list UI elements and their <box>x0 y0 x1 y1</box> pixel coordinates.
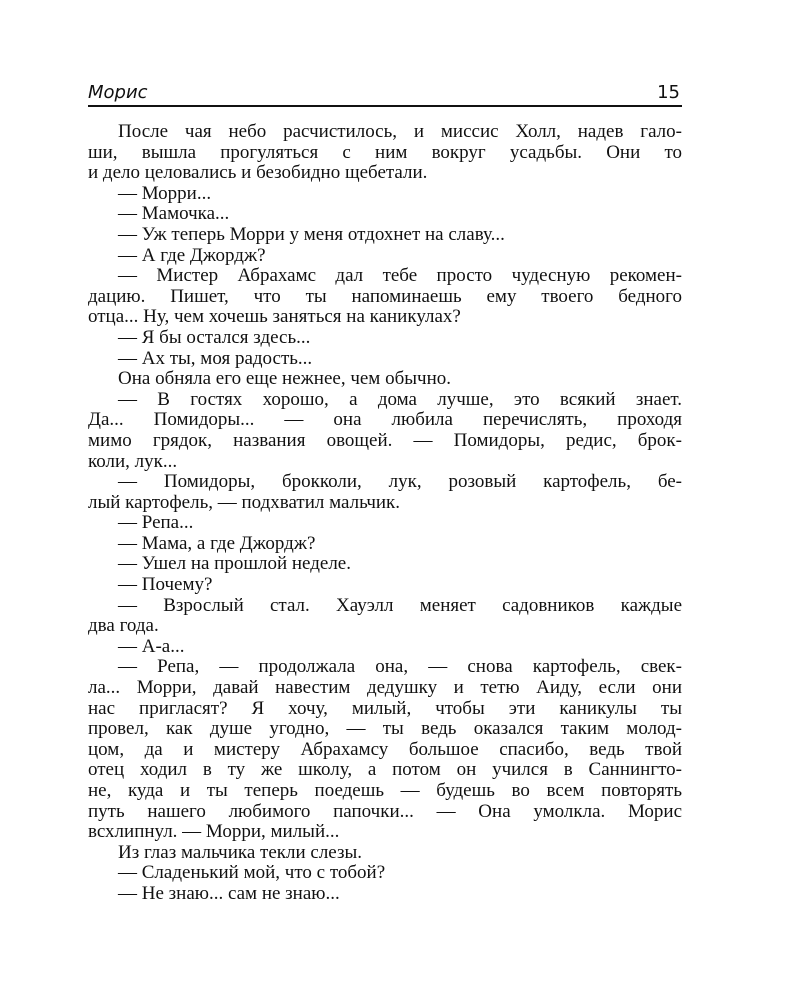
running-title: Морис <box>88 82 148 103</box>
text-line: — Ушел на прошлой неделе. <box>118 553 351 575</box>
text-line: Да... Помидоры... — она любила перечислять, проходя <box>88 409 682 431</box>
text-line: — Уж теперь Морри у меня отдохнет на славу... <box>118 223 505 245</box>
page-number: 15 <box>657 82 680 103</box>
text-line: — Мама, а где Джордж? <box>118 532 316 554</box>
text-line: — А где Джордж? <box>118 244 266 266</box>
text-line: После чая небо расчистилось, и миссис Холл, надев гало- <box>118 121 682 142</box>
page-header <box>88 82 682 106</box>
text-line: не, куда и ты теперь поедешь — будешь во всем повторять <box>88 780 682 801</box>
header-rule <box>88 105 682 107</box>
text-line: — Мистер Абрахамс дал тебе просто чудесную рекомен- <box>118 265 682 287</box>
text-line: всхлипнул. — Морри, милый... <box>88 821 340 843</box>
text-line: отец ходил в ту же школу, а потом он учился в Саннингто- <box>88 759 682 781</box>
text-line: коли, лук... <box>88 450 178 472</box>
text-line: — Взрослый стал. Хауэлл меняет садовников каждые <box>118 594 682 616</box>
text-line: и дело целовались и безобидно щебетали. <box>88 162 428 184</box>
text-line: дацию. Пишет, что ты напоминаешь ему твоего бедного <box>88 285 682 307</box>
text-line: ла... Морри, давай навестим дедушку и тетю Аиду, если они <box>88 677 682 699</box>
body-text <box>88 122 682 905</box>
text-line: — В гостях хорошо, а дома лучше, это всякий знает. <box>118 388 682 410</box>
text-line: — Помидоры, брокколи, лук, розовый картофель, бе- <box>118 471 682 493</box>
text-line: — Ах ты, моя радость... <box>118 347 313 369</box>
text-line: два года. <box>88 615 159 637</box>
text-line: ши, вышла прогуляться с ним вокруг усадьбы. Они то <box>88 141 682 163</box>
text-line: отца... Ну, чем хочешь заняться на каникулах? <box>88 306 461 328</box>
text-line: — Мамочка... <box>118 203 230 225</box>
text-line: Из глаз мальчика текли слезы. <box>118 841 362 863</box>
text-line: — Сладенький мой, что с тобой? <box>118 862 386 884</box>
text-line: — Репа... <box>118 512 194 534</box>
text-line: — Морри... <box>118 182 212 204</box>
text-line: — А-а... <box>118 635 185 657</box>
text-line: — Почему? <box>118 574 213 596</box>
text-line: — Репа, — продолжала она, — снова картофель, свек- <box>118 656 682 678</box>
text-line: лый картофель, — подхватил мальчик. <box>88 491 401 513</box>
text-line: путь нашего любимого папочки... — Она умолкла. Морис <box>88 800 682 822</box>
text-line: нас пригласят? Я хочу, милый, чтобы эти каникулы ты <box>88 697 682 719</box>
text-line: Она обняла его еще нежнее, чем обычно. <box>118 368 451 390</box>
text-line: — Не знаю... сам не знаю... <box>118 882 340 904</box>
text-line: цом, да и мистеру Абрахамсу большое спасибо, ведь твой <box>88 738 682 760</box>
text-line: — Я бы остался здесь... <box>118 326 311 348</box>
text-line: мимо грядок, названия овощей. — Помидоры, редис, брок- <box>88 429 682 451</box>
text-line: провел, как душе угодно, — ты ведь оказался таким молод- <box>88 718 682 740</box>
